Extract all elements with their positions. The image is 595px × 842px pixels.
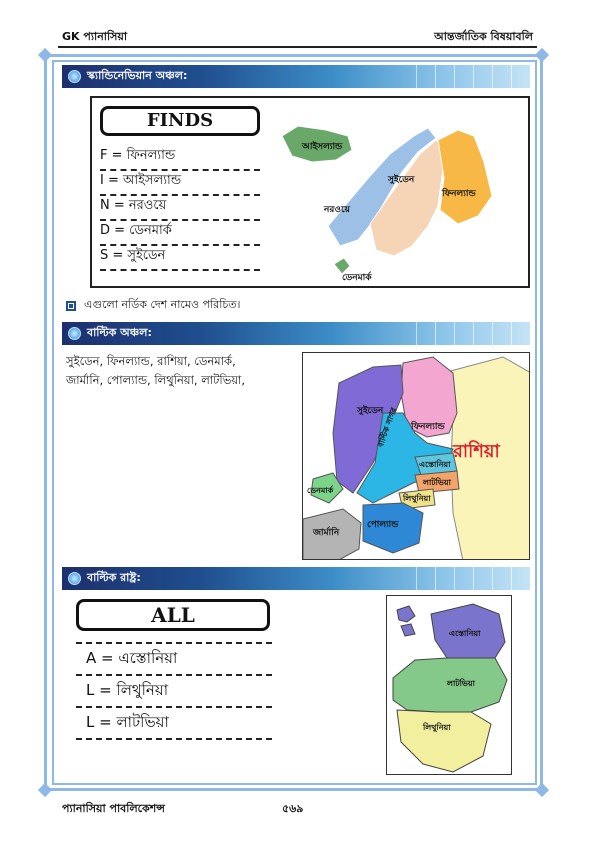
map-label-norway: নরওয়ে [324, 205, 350, 215]
section-band-baltic-region [62, 322, 530, 345]
mnemonic-row: F = ফিনল্যান্ড [100, 146, 260, 171]
map-label-sweden: সুইডেন [388, 175, 415, 185]
scandinavia-map [278, 106, 518, 282]
scandinavia-box [90, 96, 530, 288]
map-label-estonia: এস্তোনিয়া [419, 460, 451, 469]
map-label-latvia: লাটভিয়া [447, 679, 475, 688]
map-label-estonia: এস্তোনিয়া [449, 629, 481, 638]
bullet-icon [68, 572, 81, 585]
map-label-latvia: লাটভিয়া [423, 478, 451, 487]
baltic-region-text-line2: জার্মানি, পোল্যান্ড, লিথুনিয়া, লাটভিয়া, [66, 373, 246, 387]
map-label-poland: পোল্যান্ড [367, 520, 399, 530]
header-right: আন্তর্জাতিক বিষয়াবলি [434, 30, 533, 43]
baltic-states-map [386, 595, 512, 775]
baltic-region-map [302, 352, 530, 560]
map-label-lithuania: লিথুনিয়া [423, 723, 451, 732]
page-number: ৫৬৯ [282, 802, 304, 815]
map-label-russia: রাশিয়া [453, 441, 500, 462]
map-label-finland: ফিনল্যান্ড [411, 422, 445, 432]
map-estonia-islands [397, 606, 415, 636]
bullet-icon [68, 70, 81, 83]
header-rule [58, 46, 537, 48]
baltic-region-text-line1: সুইডেন, ফিনল্যান্ড, রাশিয়া, ডেনমার্ক, [66, 354, 236, 368]
section-band-baltic-states [62, 567, 530, 590]
mnemonic-row: D = ডেনমার্ক [100, 221, 260, 246]
map-label-lithuania: লিথুনিয়া [403, 494, 431, 503]
scandinavia-note: এগুলো নর্ডিক দেশ নামেও পরিচিত। [84, 298, 241, 311]
map-label-finland: ফিনল্যান্ড [442, 189, 476, 199]
map-label-iceland: আইসল্যান্ড [302, 142, 343, 152]
mnemonic-banner: ALL [76, 599, 270, 631]
map-label-denmark: ডেনমার্ক [307, 486, 334, 495]
mnemonic-row: L = লিথুনিয়া [76, 676, 272, 708]
map-finland [438, 130, 492, 224]
map-label-germany: জার্মানি [313, 528, 340, 538]
section-title: স্ক্যান্ডিনেভিয়ান অঞ্চল: [87, 69, 188, 82]
mnemonic-row: L = লাটভিয়া [76, 708, 272, 740]
map-label-sea: বাল্টিক সাগর [375, 406, 399, 449]
note-bullet-icon [66, 301, 76, 311]
mnemonic-row: N = নরওয়ে [100, 196, 260, 221]
bullet-icon [68, 327, 81, 340]
mnemonic-row: A = এস্তোনিয়া [76, 644, 272, 676]
map-label-sweden: সুইডেন [357, 406, 384, 416]
footer-publisher: প্যানাসিয়া পাবলিকেশন্স [62, 802, 165, 815]
section-title: বাল্টিক অঞ্চল: [87, 326, 152, 339]
section-band-scandinavia [62, 65, 530, 88]
section-title: বাল্টিক রাষ্ট্র: [87, 571, 141, 584]
mnemonic-row: I = আইসল্যান্ড [100, 171, 260, 196]
header-left: GK প্যানাসিয়া [62, 30, 128, 43]
mnemonic-row: S = সুইডেন [100, 246, 260, 271]
map-lithuania [397, 710, 491, 772]
map-label-denmark: ডেনমার্ক [342, 273, 372, 283]
mnemonic-banner: FINDS [100, 106, 260, 136]
